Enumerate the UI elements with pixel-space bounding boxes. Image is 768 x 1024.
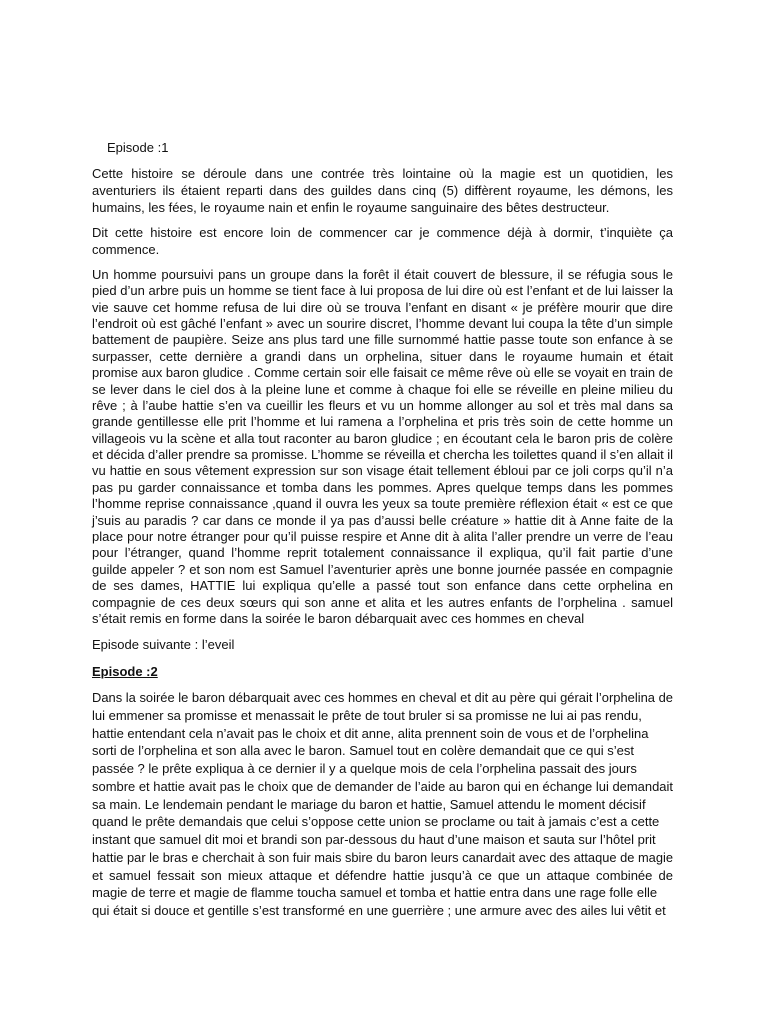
text-line: Cette histoire se déroule dans une contrée très lointaine où la magie est un quotidien, les: [92, 165, 673, 181]
episode-2-heading-text: Episode :2: [92, 663, 158, 679]
text-line: place pour notre étranger pour qu’il puisse respire et Anne dit à alita l’aller prendre un verre de l’eau: [92, 529, 673, 545]
text-line: vu hattie en sous vêtement expression sur son visage était tellement ébloui par ce joli corps qu’il n’a: [92, 463, 673, 479]
paragraph-story: [92, 267, 673, 628]
text-line: promise aux baron gludice . Comme certain soir elle faisait ce même rêve où elle se voyait en train de: [92, 365, 673, 381]
text-line: et samuel fessait son mieux attaque et défendre hattie jusqu’à ce que un attaque combinée de: [92, 867, 673, 883]
paragraph-episode-2: [92, 689, 673, 920]
text-line: passée ? le prête expliqua à ce dernier il y a quelque mois de cela l’orphelina passait des jours: [92, 761, 637, 777]
text-line: sorti de l’orphelina et son alla avec le baron. Samuel tout en colère demandait que ce qui s’est: [92, 743, 634, 759]
text-line: quand le prête demandais que celui s’oppose cette union se proclame ou tait à jamais c’est a cette: [92, 814, 660, 830]
text-line: lui emmener sa promisse et menassait le prête de tout bruler si sa promisse ne lui ai pas rendu,: [92, 707, 642, 723]
text-line: l’homme reprise connaissance ,quand il ouvra les yeux sa toute première réflexion était « est ce que: [92, 496, 673, 512]
episode-1-heading-text: Episode :1: [107, 139, 169, 155]
text-line: aventuriers ils étaient reparti dans des guildes dans cinq (5) diffèrent royaume, les démons, les: [92, 182, 673, 198]
text-line: hattie entendant cela n’avait pas le choix et dit anne, alita prennent soin de vous et de l’orphelina: [92, 725, 649, 741]
next-episode-text: Episode suivante : l’eveil: [92, 636, 235, 652]
text-line: pour l’étranger, quand l’homme reprit totalement connaissance il expliqua, qu’il fait partie d’une: [92, 545, 673, 561]
text-line: hattie par le bras e cherchait à son fuir mais sbire du baron leurs canardait avec des attaque de magie: [92, 849, 673, 865]
next-episode-note: [92, 636, 673, 653]
text-line: j’suis au paradis ? car dans ce monde il ya pas d’aussi belle créature » hattie dit à Anne faite de la: [92, 512, 673, 528]
text-line: sa main. Le lendemain pendant le mariage du baron et hattie, Samuel attendu le moment décisif: [92, 796, 646, 812]
text-line: humains, les fées, le royaume nain et enfin le royaume sanguinaire des bêtes destructeur.: [92, 199, 610, 215]
text-line: sombre et hattie avait pas le choix que de demander de l’aide au baron qui en échange lui demandait: [92, 778, 673, 794]
text-line: de ses dames, HATTIE lui expliqua qu’elle a passé tout son enfance dans cette orphelina en: [92, 578, 673, 594]
text-line: l’endroit où est gâché l’enfant » avec un sourire discret, l’homme devant lui coupa la tête d’un simple: [92, 315, 673, 331]
text-line: Dit cette histoire est encore loin de commencer car je commence déjà à dormir, t’inquiète ça: [92, 224, 673, 240]
text-line: pied d’un arbre puis un homme se tient face à lui proposa de lui dire où est l’enfant et de lui laisser la: [92, 283, 673, 299]
episode-2-heading: [92, 663, 673, 680]
text-line: pas pu garder connaissance et tomba dans les pommes. Apres quelque temps dans les pommes: [92, 479, 673, 495]
text-line: battement de paupière. Seize ans plus tard une fille surnommé hattie passe toute son enfance à se: [92, 332, 673, 348]
text-line: magie de terre et magie de flamme toucha samuel et tomba et hattie entra dans une rage folle elle: [92, 885, 658, 901]
text-line: se lever dans le ciel dos à la pleine lune et comme à chaque foi elle se réveille en pleine milieu du: [92, 381, 673, 397]
text-line: surpasser, cette dernière a grandi dans un orphelina, situer dans le royaume humain et était: [92, 348, 673, 364]
text-line: guilde appeler ? et son nom est Samuel l’aventurier après une bonne journée passée en compagnie: [92, 561, 673, 577]
text-line: rêve ; à l’aube hattie s’en va cueillir les fleurs et vu un homme allonger au sol et très mal dans sa: [92, 397, 673, 413]
text-line: villageois vu la scène et alla tout raconter au baron gludice ; en écoutant cela le baron pris de colère: [92, 430, 673, 446]
paragraph-aside: [92, 224, 673, 258]
text-line: Un homme poursuivi pans un groupe dans la forêt il était couvert de blessure, il se réfugia sous le: [92, 266, 673, 282]
text-line: grande gentillesse elle prit l’homme et lui ramena a l’orphelina et pris très soin de cette homme un: [92, 414, 673, 430]
text-line: commence.: [92, 241, 160, 257]
paragraph-intro: [92, 165, 673, 216]
text-line: qui était si douce et gentille s’est transformé en une guerrière ; une armure avec des ailes lui vêtit et: [92, 903, 666, 919]
text-line: s’était remis en forme dans la soirée le baron débarquait avec ces hommes en cheval: [92, 611, 585, 626]
text-line: compagnie de ces deux sœurs qui son anne et alita et les autres enfants de l’orphelina . samuel: [92, 594, 673, 610]
text-line: Dans la soirée le baron débarquait avec ces hommes en cheval et dit au père qui gérait l’orphelina de: [92, 690, 673, 706]
text-line: instant que samuel dit moi et brandi son par-dessous du haut d’une maison et sauta sur l’hôtel prit: [92, 832, 656, 848]
episode-1-heading: [107, 139, 688, 156]
text-line: et décida d’aller prendre sa promisse. L’homme se réveilla et chercha les toilettes quand il s’en allait il: [92, 447, 673, 463]
text-line: vie sauve cet homme refusa de lui dire où se trouva l’enfant en disant « je préfère mourir que dire: [92, 299, 673, 315]
